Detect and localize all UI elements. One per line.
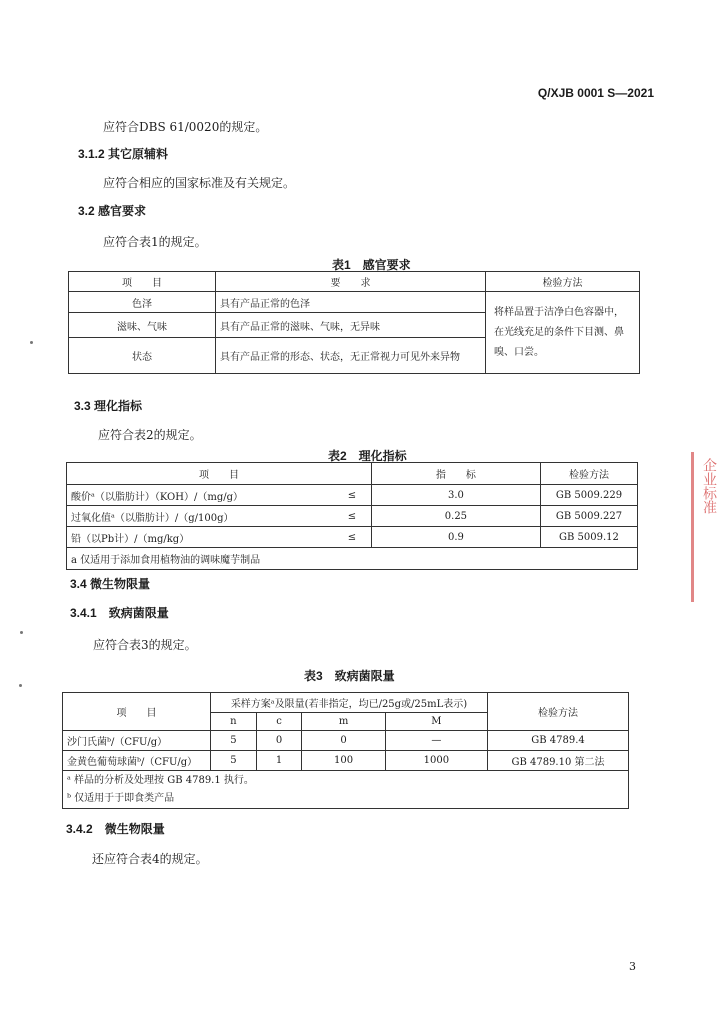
table-cell: 3.0: [371, 485, 540, 506]
section-heading: 3.2 感官要求: [78, 204, 147, 218]
table-note-a: ᵃ 样品的分析及处理按 GB 4789.1 执行。: [67, 774, 254, 786]
sensory-table: [68, 271, 640, 374]
table-cell: 5: [211, 731, 257, 751]
table-header: 项 目: [63, 693, 211, 731]
table-caption: 表1 感官要求: [332, 258, 411, 272]
table-header: 检验方法: [486, 272, 640, 292]
table-cell: 具有产品正常的滋味、气味，无异味: [216, 313, 486, 338]
le-symbol: ≤: [333, 485, 372, 506]
table-cell: GB 5009.229: [540, 485, 637, 506]
section-heading: 3.4.1 致病菌限量: [70, 606, 169, 620]
table-header: n: [211, 713, 257, 731]
paragraph: 应符合DBS 61/0020的规定。: [103, 120, 268, 134]
section-heading: 3.4 微生物限量: [70, 577, 151, 591]
page-number: 3: [629, 960, 636, 973]
table-header: 检验方法: [540, 463, 637, 485]
table-cell: 100: [302, 751, 385, 771]
scan-speck: [20, 631, 23, 634]
table-header: 采样方案ᵃ及限量(若非指定，均已/25g或/25mL表示): [211, 693, 488, 713]
table-cell: 具有产品正常的色泽: [216, 292, 486, 313]
table-header: 项 目: [67, 463, 372, 485]
table-cell: 0: [256, 731, 302, 751]
table-cell: 1000: [385, 751, 487, 771]
section-heading: 3.1.2 其它原辅料: [78, 147, 169, 161]
pathogen-table: [62, 692, 629, 809]
table-header: 项 目: [69, 272, 216, 292]
table-cell: 金黄色葡萄球菌ᵇ/（CFU/g）: [63, 751, 211, 771]
paragraph: 还应符合表4的规定。: [92, 852, 208, 866]
table-cell: 铅（以Pb计）/（mg/kg）: [67, 527, 333, 548]
document-code: Q/XJB 0001 S—2021: [537, 86, 654, 100]
table-header: 指 标: [371, 463, 540, 485]
table-cell: 状态: [69, 338, 216, 374]
table-caption: 表3 致病菌限量: [304, 669, 395, 683]
table-caption: 表2 理化指标: [328, 449, 407, 463]
table-header: m: [302, 713, 385, 731]
le-symbol: ≤: [333, 506, 372, 527]
paragraph: 应符合表1的规定。: [103, 235, 207, 249]
table-header: 检验方法: [488, 693, 629, 731]
table-cell: 过氧化值ᵃ（以脂肪计）/（g/100g）: [67, 506, 333, 527]
table-cell: 将样品置于洁净白色容器中，在光线充足的条件下目测、鼻嗅、口尝。: [486, 292, 640, 374]
table-cell: 滋味、气味: [69, 313, 216, 338]
section-heading: 3.3 理化指标: [74, 399, 143, 413]
le-symbol: ≤: [333, 527, 372, 548]
table-cell: 1: [256, 751, 302, 771]
table-cell: 0.9: [371, 527, 540, 548]
stamp-text: 企业标准: [701, 458, 717, 514]
table-cell: 具有产品正常的形态、状态，无正常视力可见外来异物: [216, 338, 486, 374]
table-cell: GB 4789.10 第二法: [488, 751, 629, 771]
table-cell: 沙门氏菌ᵇ/（CFU/g）: [63, 731, 211, 751]
section-heading: 3.4.2 微生物限量: [66, 822, 165, 836]
scan-speck: [19, 684, 22, 687]
table-cell: GB 5009.227: [540, 506, 637, 527]
red-seal-stamp: [691, 452, 724, 602]
table-cell: 5: [211, 751, 257, 771]
paragraph: 应符合表3的规定。: [93, 638, 197, 652]
table-header: M: [385, 713, 487, 731]
table-cell: —: [385, 731, 487, 751]
table-cell: GB 4789.4: [488, 731, 629, 751]
table-note: [63, 771, 629, 809]
table-cell: 色泽: [69, 292, 216, 313]
table-cell: 0: [302, 731, 385, 751]
table-note-b: ᵇ 仅适用于于即食类产品: [67, 792, 175, 804]
scan-speck: [30, 341, 33, 344]
paragraph: 应符合表2的规定。: [98, 428, 202, 442]
table-header: 要 求: [216, 272, 486, 292]
table-cell: 酸价ᵃ（以脂肪计）（KOH）/（mg/g）: [67, 485, 333, 506]
table-cell: 0.25: [371, 506, 540, 527]
table-note: a 仅适用于添加食用植物油的调味魔芋制品: [67, 548, 638, 570]
paragraph: 应符合相应的国家标准及有关规定。: [103, 176, 296, 190]
physicochemical-table: [66, 462, 638, 570]
table-cell: GB 5009.12: [540, 527, 637, 548]
table-header: c: [256, 713, 302, 731]
